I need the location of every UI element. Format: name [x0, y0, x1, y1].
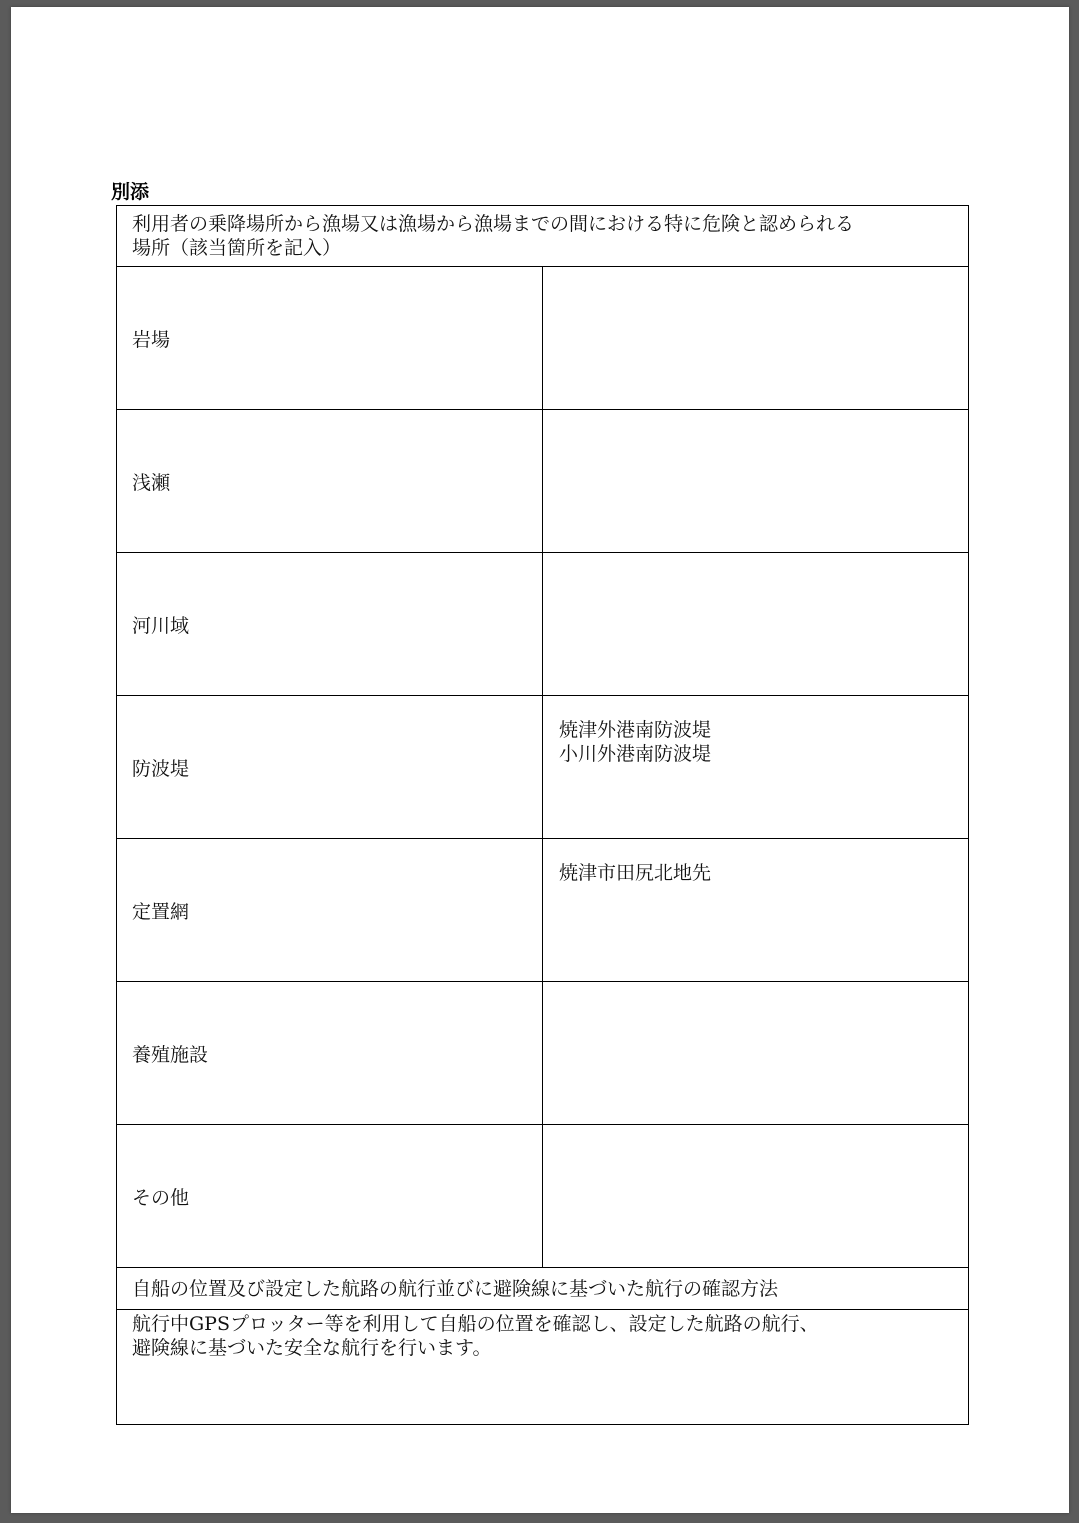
hazard-value-rocks [543, 267, 969, 410]
hazard-row-other [117, 1125, 969, 1268]
method-line-2: 避険線に基づいた安全な航行を行います。 [132, 1337, 492, 1359]
hazard-table [116, 205, 969, 1425]
table-header-row [117, 206, 969, 267]
document-page [11, 7, 1069, 1513]
breakwater-line-2: 小川外港南防波堤 [559, 743, 712, 765]
hazard-label-other: その他 [117, 1125, 543, 1268]
hazard-value-breakwater [543, 696, 969, 839]
header-line-2: 場所（該当箇所を記入） [132, 237, 342, 259]
method-line-1: 航行中GPSプロッター等を利用して自船の位置を確認し、設定した航路の航行、 [132, 1313, 819, 1335]
hazard-label-river-area: 河川域 [117, 553, 543, 696]
hazard-label-rocks: 岩場 [117, 267, 543, 410]
hazard-label-set-net: 定置網 [117, 839, 543, 982]
hazard-label-aquaculture: 養殖施設 [117, 982, 543, 1125]
method-body-row [117, 1310, 969, 1425]
hazard-value-shallows [543, 410, 969, 553]
hazard-value-aquaculture [543, 982, 969, 1125]
hazard-label-shallows: 浅瀬 [117, 410, 543, 553]
hazard-label-breakwater: 防波堤 [117, 696, 543, 839]
method-title-row [117, 1268, 969, 1310]
attachment-label: 別添 [111, 181, 150, 203]
set-net-line-1: 焼津市田尻北地先 [559, 862, 712, 884]
breakwater-line-1: 焼津外港南防波堤 [559, 719, 712, 741]
table-header-cell [117, 206, 969, 267]
hazard-row-rocks [117, 267, 969, 410]
method-title-cell: 自船の位置及び設定した航路の航行並びに避険線に基づいた航行の確認方法 [117, 1268, 969, 1310]
hazard-row-breakwater [117, 696, 969, 839]
hazard-value-river-area [543, 553, 969, 696]
method-body-cell [117, 1310, 969, 1425]
hazard-value-other [543, 1125, 969, 1268]
hazard-row-set-net [117, 839, 969, 982]
hazard-row-shallows [117, 410, 969, 553]
header-line-1: 利用者の乗降場所から漁場又は漁場から漁場までの間における特に危険と認められる [132, 213, 855, 235]
hazard-row-aquaculture [117, 982, 969, 1125]
hazard-row-river-area [117, 553, 969, 696]
hazard-value-set-net [543, 839, 969, 982]
